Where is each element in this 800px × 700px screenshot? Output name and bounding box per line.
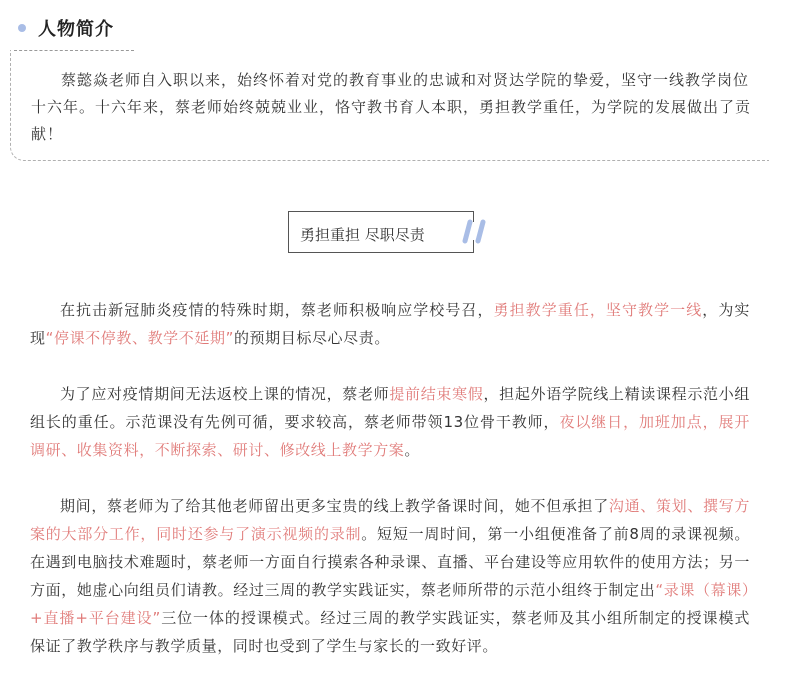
- section-title: 人物简介: [38, 19, 114, 40]
- paragraph-text: 三位一体的授课模式。经过三周的教学实践证实，蔡老师及其小组所制定的授课模式保证了教学秩序与教学质量，同时也受到了学生与家长的一致好评。: [30, 609, 750, 655]
- highlight-text: “录课（幕课）+直播+平台建设”: [30, 581, 750, 627]
- paragraph-text: ，为实现: [30, 301, 750, 347]
- highlight-text: 提前结束寒假: [389, 385, 484, 403]
- highlight-text: 勇担教学重任，坚守教学一线: [493, 301, 703, 319]
- paragraph-text: 为了应对疫情期间无法返校上课的情况，蔡老师: [60, 385, 390, 403]
- paragraph-text: 。短短一周时间，第一小组便准备了前8周的录课视频。在遇到电脑技术难题时，蔡老师一方面自行摸索各种录课、直播、平台建设等应用软件的使用方法；另一方面，她虚心向组员们请教。经过三周的教学实践证实，蔡老师所带的示范小组终于制定出: [30, 525, 750, 599]
- subheading-text: 勇担重担 尽职尽责: [300, 226, 425, 244]
- double-slash-icon: [461, 219, 489, 245]
- highlight-text: 夜以继日，加班加点，展开调研、收集资料，不断探索、研讨、修改线上教学方案: [30, 413, 750, 459]
- paragraph-text: 在抗击新冠肺炎疫情的特殊时期，蔡老师积极响应学校号召，: [60, 301, 494, 319]
- section-header: [14, 12, 134, 51]
- highlight-text: “停课不停教、教学不延期”: [45, 329, 234, 347]
- intro-box: [10, 50, 769, 161]
- paragraph-text: ，担起外语学院线上精读课程示范小组组长的重任。示范课没有先例可循，要求较高，蔡老师带领13位骨干教师，: [30, 385, 751, 431]
- paragraph-text: 期间，蔡老师为了给其他老师留出更多宝贵的线上教学备课时间，她不但承担了: [60, 497, 609, 515]
- subheading-box: [288, 211, 474, 253]
- intro-text: 蔡懿焱老师自入职以来，始终怀着对党的教育事业的忠诚和对贤达学院的挚爱，坚守一线教学岗位十六年。十六年来，蔡老师始终兢兢业业，恪守教书育人本职，勇担教学重任，为学院的发展做出了贡献！: [31, 71, 752, 143]
- paragraph-2: [30, 380, 750, 464]
- paragraph-text: 的预期目标尽心尽责。: [233, 329, 390, 347]
- paragraph-text: 。: [404, 441, 421, 459]
- highlight-text: 沟通、策划、撰写方案的大部分工作，同时还参与了演示视频的录制: [30, 497, 750, 543]
- paragraph-3: [30, 492, 750, 660]
- paragraph-1: [30, 296, 750, 352]
- bullet-dot-icon: [18, 24, 26, 32]
